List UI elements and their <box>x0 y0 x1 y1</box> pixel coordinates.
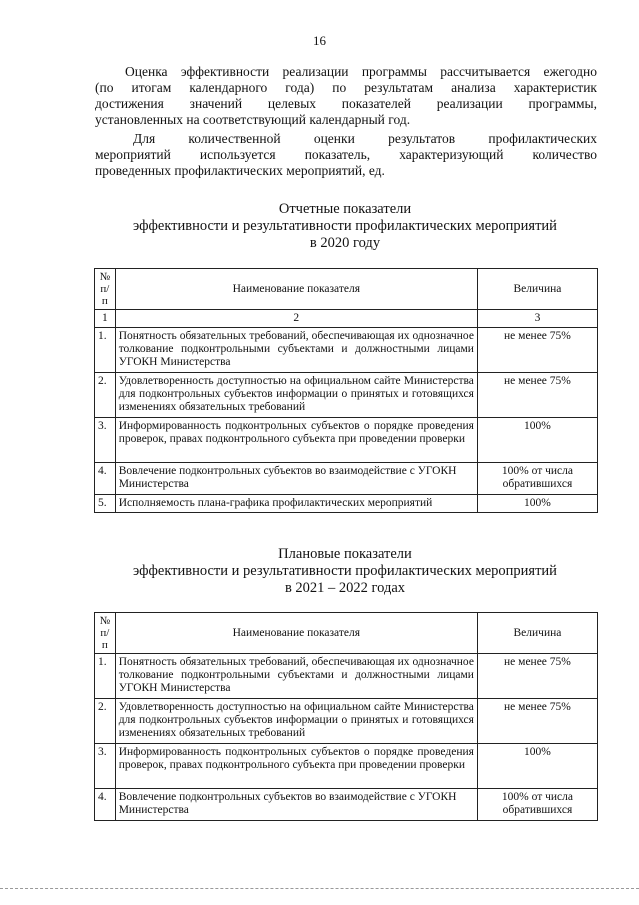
row-num: 2. <box>95 373 116 418</box>
text-line: достижения значений целевых показателей реализации программы, <box>95 96 597 111</box>
header-num: № п/п <box>95 613 116 654</box>
column-index: 1 <box>95 310 116 328</box>
row-value: 100% <box>477 418 597 463</box>
row-value: 100% от числа обратившихся <box>477 463 597 495</box>
row-value: 100% <box>477 495 597 513</box>
table-header-row <box>95 613 598 654</box>
header-value: Величина <box>477 613 597 654</box>
header-name: Наименование показателя <box>115 613 477 654</box>
row-value: не менее 75% <box>477 328 597 373</box>
header-value: Величина <box>477 269 597 310</box>
row-name: Понятность обязательных требований, обеспечивающая их однозначное толкование подконтрольными субъектами и должностными лицами УГОКН Министерства <box>115 654 477 699</box>
table-row <box>95 789 598 821</box>
header-num: № п/п <box>95 269 116 310</box>
row-num: 5. <box>95 495 116 513</box>
row-name: Удовлетворенность доступностью на официальном сайте Министерства для подконтрольных субъектов информации о принятых и готовящихся изменениях обязательных требований <box>115 373 477 418</box>
table-row <box>95 744 598 789</box>
heading-line: в 2020 году <box>309 235 381 251</box>
table-header-row <box>95 269 598 310</box>
table-row <box>95 463 598 495</box>
row-name: Информированность подконтрольных субъектов о порядке проведения проверок, правах подконтрольного субъекта при проведении проверки <box>115 418 477 463</box>
table-row <box>95 373 598 418</box>
intro-paragraph <box>95 64 597 128</box>
text-line: проведенных профилактических мероприятий, ед. <box>95 163 385 178</box>
row-value: не менее 75% <box>477 699 597 744</box>
row-name: Информированность подконтрольных субъектов о порядке проведения проверок, правах подконтрольного субъекта при проведении проверки <box>115 744 477 789</box>
row-value: не менее 75% <box>477 654 597 699</box>
column-index: 3 <box>477 310 597 328</box>
row-value: 100% <box>477 744 597 789</box>
planned-indicators-table <box>94 612 598 821</box>
text-line: Для количественной оценки результатов профилактических <box>133 131 597 146</box>
table-row <box>95 495 598 513</box>
text-line: Оценка эффективности реализации программы рассчитывается ежегодно <box>125 64 597 79</box>
column-index-row <box>95 310 598 328</box>
heading-line: Отчетные показатели <box>278 201 412 217</box>
header-name: Наименование показателя <box>115 269 477 310</box>
row-value: не менее 75% <box>477 373 597 418</box>
row-num: 4. <box>95 789 116 821</box>
table-row <box>95 654 598 699</box>
table-row <box>95 418 598 463</box>
row-value: 100% от числа обратившихся <box>477 789 597 821</box>
page-number: 16 <box>313 33 326 48</box>
row-name: Понятность обязательных требований, обеспечивающая их однозначное толкование подконтрольными субъектами и должностными лицами УГОКН Министерства <box>115 328 477 373</box>
row-num: 1. <box>95 328 116 373</box>
heading-line: эффективности и результативности профилактических мероприятий <box>133 218 557 234</box>
row-name: Исполняемость плана-графика профилактических мероприятий <box>115 495 477 513</box>
row-name: Вовлечение подконтрольных субъектов во взаимодействие с УГОКН Министерства <box>115 789 477 821</box>
column-index: 2 <box>115 310 477 328</box>
row-num: 1. <box>95 654 116 699</box>
row-num: 2. <box>95 699 116 744</box>
heading-line: в 2021 – 2022 годах <box>284 580 406 596</box>
text-line: (по итогам календарного года) по результатам анализа характеристик <box>95 80 597 95</box>
text-line: установленных на соответствующий календарный год. <box>95 112 411 127</box>
row-name: Удовлетворенность доступностью на официальном сайте Министерства для подконтрольных субъектов информации о принятых и готовящихся изменениях обязательных требований <box>115 699 477 744</box>
row-num: 3. <box>95 418 116 463</box>
text-line: мероприятий используется показатель, характеризующий количество <box>95 147 597 162</box>
page-bottom-rule <box>0 888 639 889</box>
planned-indicators-heading <box>95 546 595 597</box>
method-paragraph <box>95 131 597 179</box>
table-row <box>95 328 598 373</box>
row-num: 4. <box>95 463 116 495</box>
reporting-indicators-table <box>94 268 598 513</box>
heading-line: Плановые показатели <box>278 546 412 562</box>
table-row <box>95 699 598 744</box>
row-num: 3. <box>95 744 116 789</box>
reporting-indicators-heading <box>95 201 595 252</box>
row-name: Вовлечение подконтрольных субъектов во взаимодействие с УГОКН Министерства <box>115 463 477 495</box>
heading-line: эффективности и результативности профилактических мероприятий <box>133 563 557 579</box>
